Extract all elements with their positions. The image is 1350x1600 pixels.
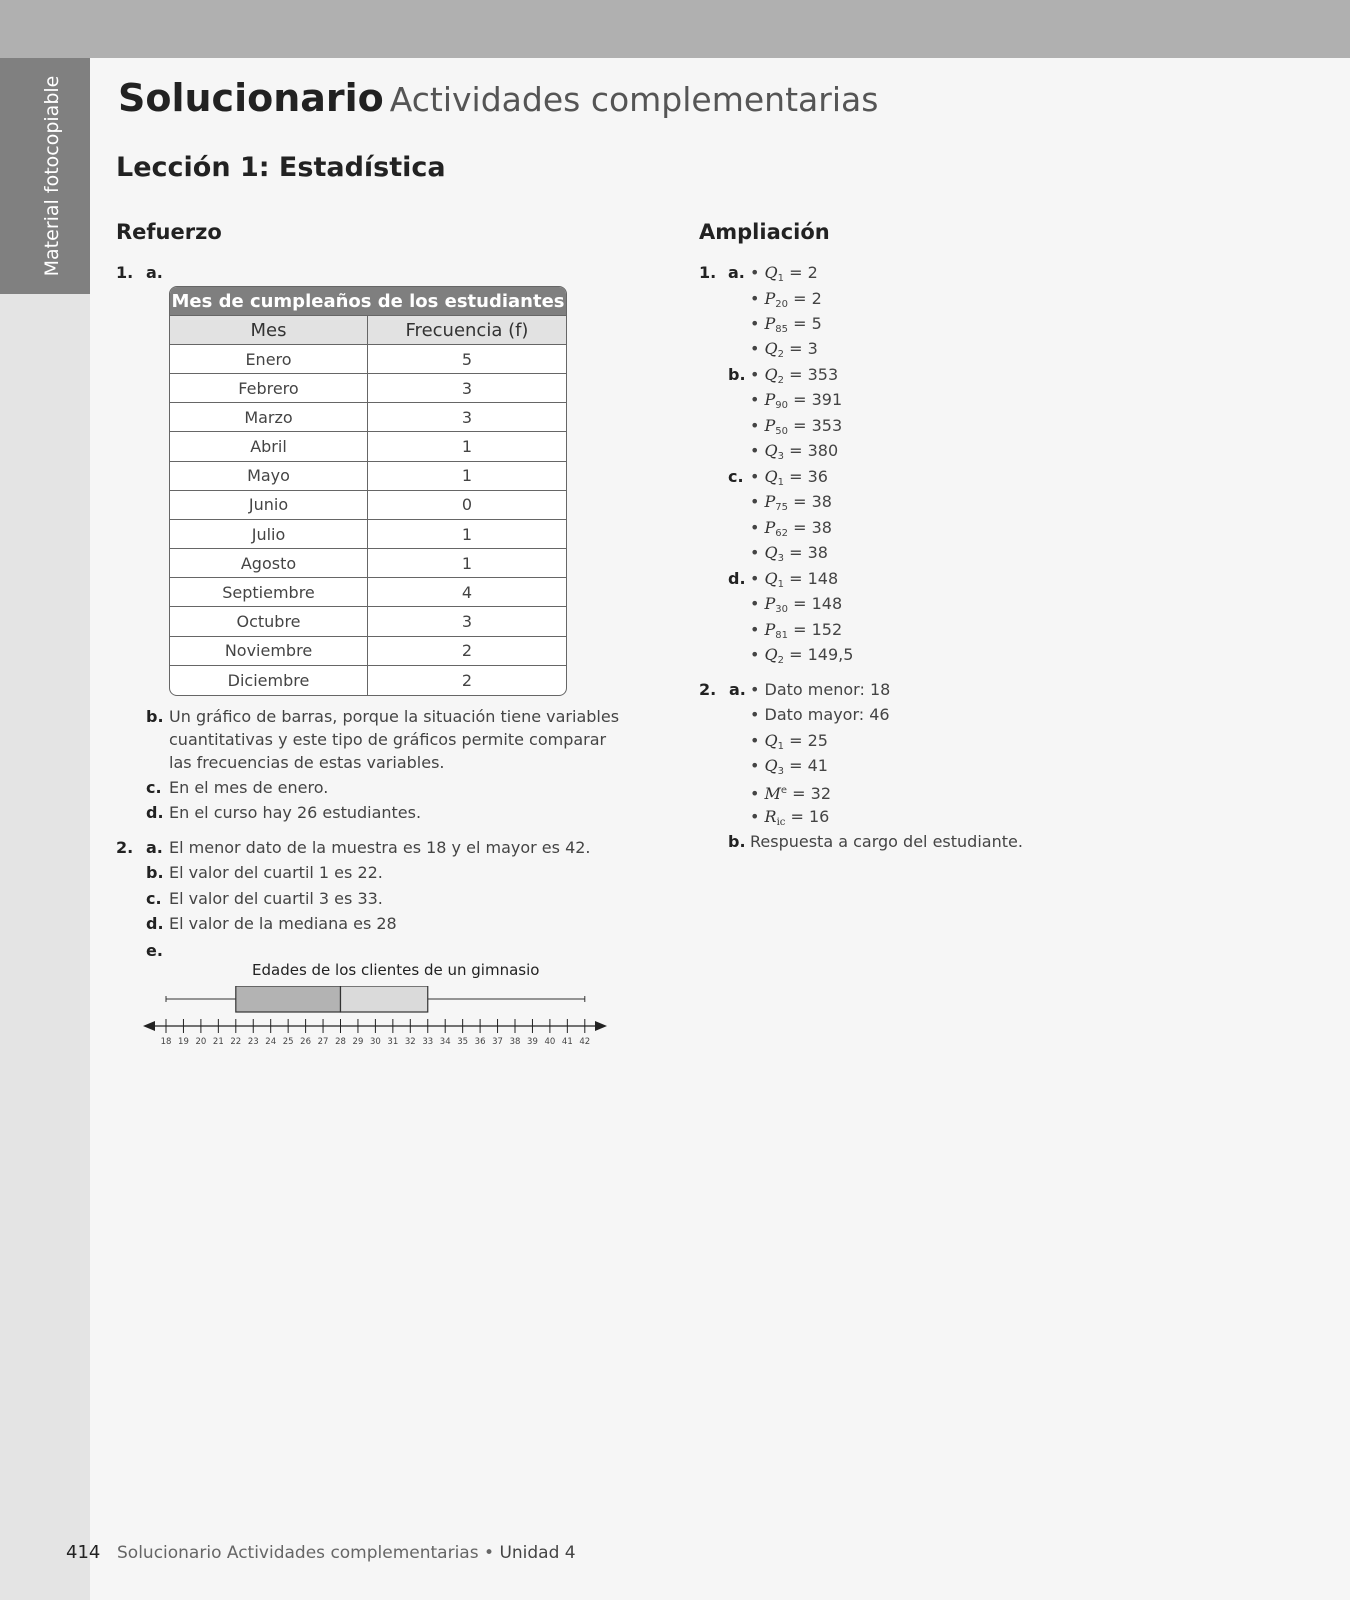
bullet: •	[750, 416, 760, 435]
math-symbol: P	[764, 620, 776, 639]
list-item	[750, 594, 842, 620]
math-symbol: Q	[764, 365, 778, 384]
math-subscript: 90	[775, 400, 789, 411]
math-value: = 32	[792, 784, 832, 803]
bullet: •	[750, 807, 760, 826]
ampliacion-heading: Ampliación	[699, 220, 830, 244]
refuerzo-q2-b-letter: b.	[146, 863, 164, 882]
math-value: = 391	[793, 390, 843, 409]
ampliacion-q1-c-letter: c.	[728, 467, 744, 486]
refuerzo-q2-a-letter: a.	[146, 838, 163, 857]
axis-tick-label: 21	[212, 1037, 224, 1047]
ampliacion-q2-b-letter: b.	[728, 832, 746, 851]
refuerzo-q1-b-line-2: cuantitativas y este tipo de gráficos permite comparar	[169, 730, 607, 749]
list-item	[750, 492, 832, 518]
table-row	[170, 607, 566, 636]
table-row	[170, 578, 566, 607]
list-item	[750, 263, 818, 289]
cell-frecuencia: 1	[368, 462, 566, 491]
ampliacion-q1-b-letter: b.	[728, 365, 746, 384]
axis-tick-label: 27	[317, 1037, 329, 1047]
math-subscript: 2	[777, 349, 785, 360]
refuerzo-q2-d-text: El valor de la mediana es 28	[169, 914, 397, 933]
table-row	[170, 432, 566, 461]
refuerzo-q1-number: 1.	[116, 263, 134, 282]
bullet: •	[750, 680, 760, 699]
bullet: •	[750, 731, 760, 750]
math-value: = 148	[793, 594, 843, 613]
math-symbol: Q	[764, 467, 778, 486]
math-value: = 36	[789, 467, 828, 486]
axis-arrow-right	[595, 1021, 607, 1031]
cell-frecuencia: 1	[368, 520, 566, 549]
cell-frecuencia: 0	[368, 491, 566, 520]
table-row	[170, 491, 566, 520]
cell-mes: Junio	[170, 491, 368, 520]
math-value: = 38	[793, 518, 832, 537]
refuerzo-q1-a-letter: a.	[146, 263, 163, 282]
cell-frecuencia: 1	[368, 432, 566, 461]
math-symbol: P	[764, 289, 776, 308]
bullet: •	[750, 390, 760, 409]
refuerzo-heading: Refuerzo	[116, 220, 222, 244]
bullet: •	[750, 543, 760, 562]
table-row	[170, 520, 566, 549]
ampliacion-q1-a-letter: a.	[728, 263, 745, 282]
birthday-frequency-table	[169, 286, 567, 696]
refuerzo-q1-c-text: En el mes de enero.	[169, 778, 329, 797]
math-symbol: Q	[764, 756, 778, 775]
math-subscript: 3	[777, 766, 785, 777]
cell-mes: Julio	[170, 520, 368, 549]
math-subscript: 85	[775, 324, 789, 335]
list-item	[750, 569, 838, 595]
refuerzo-q1-c-letter: c.	[146, 778, 162, 797]
cell-frecuencia: 2	[461, 670, 473, 690]
title-light: Actividades complementarias	[389, 80, 879, 119]
list-item	[750, 543, 828, 569]
math-value: = 353	[789, 365, 839, 384]
bullet: •	[750, 645, 760, 664]
list-item	[750, 645, 853, 671]
math-value: = 2	[793, 289, 822, 308]
math-subscript: 30	[775, 604, 789, 615]
list-text: Dato menor: 18	[764, 680, 891, 699]
cell-mes: Noviembre	[170, 637, 368, 666]
math-subscript: 3	[777, 553, 785, 564]
refuerzo-q1-d-text: En el curso hay 26 estudiantes.	[169, 803, 422, 822]
math-symbol: Q	[764, 339, 778, 358]
bullet: •	[750, 467, 760, 486]
cell-mes: Abril	[170, 432, 368, 461]
table-row	[170, 462, 566, 491]
math-symbol: Q	[764, 543, 778, 562]
math-symbol: M	[764, 784, 781, 803]
axis-tick-label: 18	[160, 1037, 172, 1047]
list-item	[750, 390, 842, 416]
math-subscript: 62	[775, 528, 789, 539]
axis-tick-label: 35	[457, 1037, 469, 1047]
axis-tick-label: 19	[178, 1037, 189, 1047]
list-item	[750, 441, 838, 467]
math-subscript: 1	[777, 273, 785, 284]
list-item	[750, 467, 828, 493]
refuerzo-q1-d-letter: d.	[146, 803, 164, 822]
math-subscript: 1	[777, 579, 785, 590]
refuerzo-q2-d-letter: d.	[146, 914, 164, 933]
bullet: •	[750, 289, 760, 308]
bullet: •	[750, 314, 760, 333]
bullet: •	[750, 569, 760, 588]
bullet: •	[750, 756, 760, 775]
math-value: = 25	[789, 731, 828, 750]
math-value: = 353	[793, 416, 843, 435]
math-value: = 148	[789, 569, 839, 588]
axis-tick-label: 42	[579, 1037, 591, 1047]
ampliacion-q2-number: 2.	[699, 680, 717, 699]
refuerzo-q2-number: 2.	[116, 838, 134, 857]
cell-frecuencia: 3	[368, 607, 566, 636]
math-symbol: Q	[764, 645, 778, 664]
math-value: = 3	[789, 339, 818, 358]
refuerzo-q2-c-text: El valor del cuartil 3 es 33.	[169, 889, 383, 908]
math-subscript: 50	[775, 426, 789, 437]
list-item	[750, 365, 838, 391]
cell-frecuencia: 2	[368, 637, 566, 666]
refuerzo-q1-b-letter: b.	[146, 707, 164, 726]
list-item	[750, 314, 822, 340]
bullet: •	[750, 784, 760, 803]
axis-tick-label: 25	[282, 1037, 294, 1047]
refuerzo-q2-e-letter: e.	[146, 941, 163, 960]
math-symbol: P	[764, 314, 776, 333]
cell-mes: Octubre	[170, 607, 368, 636]
cell-mes: Febrero	[170, 374, 368, 403]
refuerzo-q2-b-text: El valor del cuartil 1 es 22.	[169, 863, 383, 882]
bullet: •	[750, 441, 760, 460]
refuerzo-q2-c-letter: c.	[146, 889, 162, 908]
axis-tick-label: 32	[404, 1037, 416, 1047]
list-item	[750, 680, 890, 700]
math-subscript: 2	[777, 655, 785, 666]
math-value: = 380	[789, 441, 839, 460]
cell-mes: Septiembre	[170, 578, 368, 607]
list-item	[750, 289, 822, 315]
page-title	[118, 76, 878, 120]
footer-text	[117, 1543, 576, 1563]
ampliacion-q1-number: 1.	[699, 263, 717, 282]
bullet: •	[750, 518, 760, 537]
cell-mes: Marzo	[170, 403, 368, 432]
list-item	[750, 731, 828, 757]
cell-mes: Diciembre	[170, 666, 368, 695]
bullet: •	[750, 263, 760, 282]
math-value: = 38	[789, 543, 828, 562]
lesson-title: Lección 1: Estadística	[116, 152, 446, 183]
math-subscript: ic	[776, 817, 786, 828]
cell-mes: Mayo	[170, 462, 368, 491]
list-item	[750, 339, 818, 365]
axis-tick-label: 23	[247, 1037, 259, 1047]
axis-tick-label: 40	[544, 1037, 556, 1047]
bullet: •	[750, 705, 760, 724]
math-symbol: P	[764, 492, 776, 511]
math-symbol: P	[764, 390, 776, 409]
math-subscript: 2	[777, 375, 785, 386]
math-value: = 38	[793, 492, 832, 511]
math-subscript: 1	[777, 477, 785, 488]
list-text: Dato mayor: 46	[764, 705, 890, 724]
ampliacion-q2-a-letter: a.	[729, 680, 746, 699]
math-value: = 5	[793, 314, 822, 333]
footer-title: Solucionario Actividades complementarias	[117, 1543, 479, 1563]
bullet: •	[750, 365, 760, 384]
table-row	[170, 666, 566, 695]
cell-frecuencia: 1	[368, 549, 566, 578]
cell-mes: Enero	[170, 345, 368, 374]
axis-tick-label: 31	[387, 1037, 399, 1047]
math-subscript: 81	[775, 630, 789, 641]
column-header-mes: Mes	[170, 316, 368, 345]
refuerzo-q2-a-text: El menor dato de la muestra es 18 y el mayor es 42.	[169, 838, 591, 857]
bullet: •	[750, 594, 760, 613]
axis-tick-label: 26	[300, 1037, 312, 1047]
axis-tick-label: 36	[474, 1037, 486, 1047]
axis-tick-label: 22	[230, 1037, 242, 1047]
axis-tick-label: 30	[369, 1037, 381, 1047]
list-item	[750, 518, 832, 544]
math-symbol: Q	[764, 263, 778, 282]
bullet: •	[750, 620, 760, 639]
axis-tick-label: 20	[195, 1037, 207, 1047]
math-symbol: R	[764, 807, 777, 826]
math-symbol: P	[764, 594, 776, 613]
table-row	[170, 345, 566, 374]
cell-frecuencia: 3	[368, 374, 566, 403]
table-row	[170, 637, 566, 666]
cell-frecuencia: 4	[368, 578, 566, 607]
cell-frecuencia: 3	[368, 403, 566, 432]
footer-bullet: •	[484, 1543, 495, 1563]
math-value: = 2	[789, 263, 818, 282]
axis-tick-label: 38	[509, 1037, 521, 1047]
boxplot-title: Edades de los clientes de un gimnasio	[252, 961, 540, 979]
axis-tick-label: 34	[439, 1037, 451, 1047]
table-row	[170, 403, 566, 432]
math-value: = 41	[789, 756, 828, 775]
bullet: •	[750, 339, 760, 358]
math-subscript: 3	[777, 451, 785, 462]
refuerzo-q1-b-line-1: Un gráfico de barras, porque la situación tiene variables	[169, 707, 620, 726]
list-item	[750, 620, 842, 646]
math-superscript: e	[780, 785, 788, 796]
column-header-frecuencia: Frecuencia (f)	[368, 316, 566, 345]
axis-tick-label: 24	[265, 1037, 277, 1047]
axis-tick-label: 37	[492, 1037, 503, 1047]
box-upper-half	[341, 986, 428, 1012]
table-caption: Mes de cumpleaños de los estudiantes	[170, 287, 566, 316]
table-row	[170, 549, 566, 578]
list-item	[750, 416, 842, 442]
axis-tick-label: 28	[335, 1037, 346, 1047]
bullet: •	[750, 492, 760, 511]
list-item	[750, 781, 831, 804]
page-number: 414	[66, 1542, 101, 1563]
refuerzo-q1-b-line-3: las frecuencias de estas variables.	[169, 753, 445, 772]
list-item	[750, 756, 828, 782]
list-item	[750, 705, 890, 725]
box-lower-half	[236, 986, 341, 1012]
table-row	[170, 374, 566, 403]
axis-tick-label: 41	[561, 1037, 573, 1047]
axis-tick-label: 39	[527, 1037, 538, 1047]
axis-arrow-left	[143, 1021, 155, 1031]
axis-tick-label: 29	[352, 1037, 364, 1047]
math-symbol: P	[764, 518, 776, 537]
cell-mes: Agosto	[170, 549, 368, 578]
title-strong: Solucionario	[118, 76, 384, 120]
math-symbol: P	[764, 416, 776, 435]
math-subscript: 75	[775, 502, 789, 513]
math-symbol: Q	[764, 731, 778, 750]
footer-unit: Unidad 4	[499, 1543, 576, 1563]
math-symbol: Q	[764, 441, 778, 460]
math-value: = 152	[793, 620, 843, 639]
math-value: = 16	[790, 807, 830, 826]
boxplot-chart	[140, 986, 620, 1056]
list-item	[750, 807, 829, 833]
axis-tick-label: 33	[422, 1037, 434, 1047]
cell-frecuencia: 5	[368, 345, 566, 374]
side-tab-label: Material fotocopiable	[41, 75, 63, 277]
math-subscript: 1	[777, 741, 785, 752]
ampliacion-q1-d-letter: d.	[728, 569, 746, 588]
math-symbol: Q	[764, 569, 778, 588]
math-value: = 149,5	[789, 645, 854, 664]
ampliacion-q2-b-text: Respuesta a cargo del estudiante.	[750, 832, 1023, 851]
math-subscript: 20	[775, 299, 789, 310]
